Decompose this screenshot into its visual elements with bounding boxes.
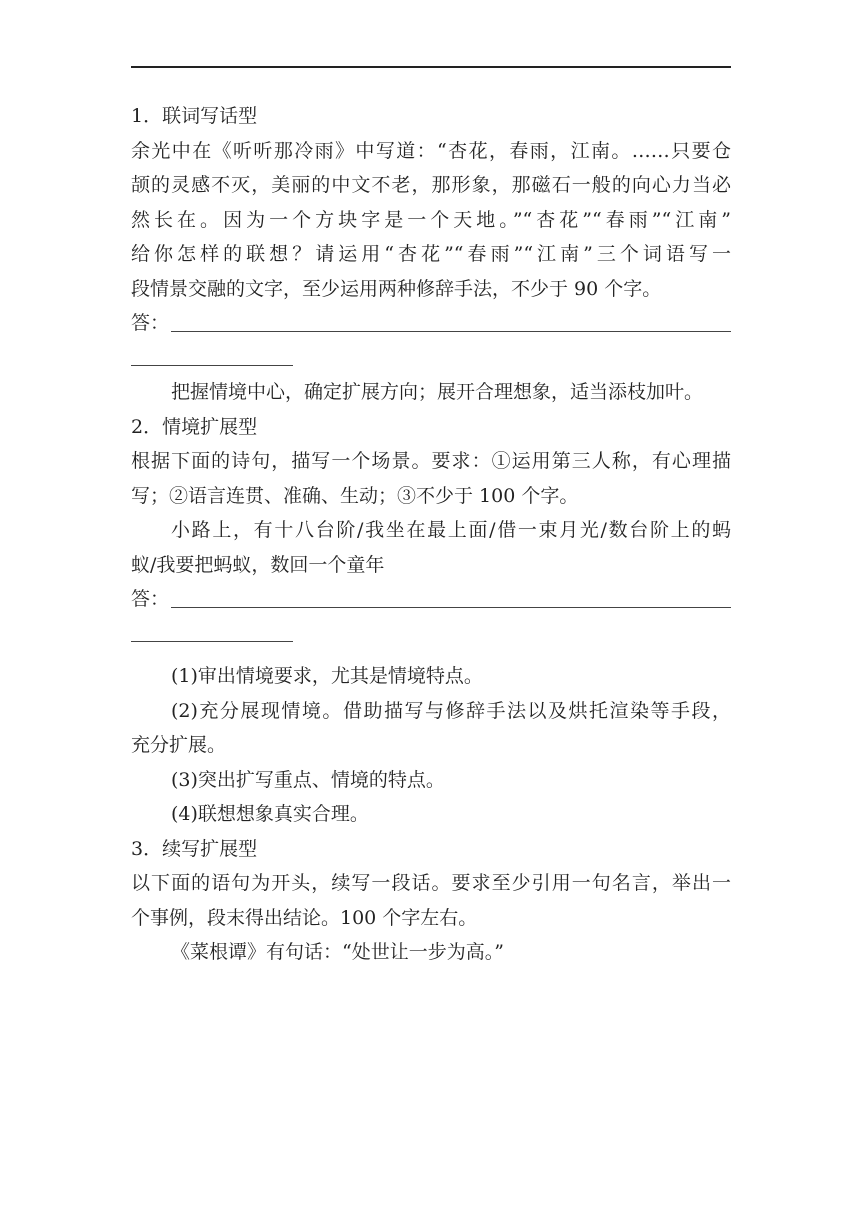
tip-1: 把握情境中心，确定扩展方向；展开合理想象，适当添枝加叶。 <box>171 381 704 403</box>
answer-label: 答： <box>131 312 170 334</box>
tip-2-item-2: (2)充分展现情境。借助描写与修辞手法以及烘托渲染等手段， <box>171 699 731 722</box>
section-2-text-line: 写；②语言连贯、准确、生动；③不少于 100 个字。 <box>131 484 579 507</box>
section-2-answer-continuation <box>131 617 731 652</box>
poem-line: 小路上，有十八台阶/我坐在最上面/借一束月光/数台阶上的蚂 <box>171 519 731 541</box>
tip-2-item-2-cont: 充分扩展。 <box>131 734 227 756</box>
tip-2-item-4: (4)联想想象真实合理。 <box>171 803 369 825</box>
section-1-text-line: 然长在。因为一个方块字是一个天地。”“杏花”“春雨”“江南” <box>131 208 731 231</box>
section-1-text-line: 余光中在《听听那冷雨》中写道：“杏花，春雨，江南。……只要仓 <box>131 139 731 162</box>
answer-label: 答： <box>131 588 170 610</box>
section-3-text-line: 个事例，段末得出结论。100 个字左右。 <box>131 906 478 929</box>
section-3-text-line: 以下面的语句为开头，续写一段话。要求至少引用一句名言，举出一 <box>131 872 731 894</box>
section-3-heading: 3．续写扩展型 <box>131 837 258 860</box>
tip-2-item-1: (1)审出情境要求，尤其是情境特点。 <box>171 665 483 687</box>
section-1-text-line: 颉的灵感不灭，美丽的中文不老，那形象，那磁石一般的向心力当必 <box>131 174 731 196</box>
answer-rule <box>171 331 731 332</box>
section-1-answer-continuation <box>131 341 731 376</box>
section-1-answer-line[interactable] <box>131 306 731 341</box>
tip-2-item-3: (3)突出扩写重点、情境的特点。 <box>171 768 445 791</box>
section-1-text-line: 给你怎样的联想？请运用“杏花”“春雨”“江南”三个词语写一 <box>131 243 731 265</box>
section-1-heading: 1．联词写话型 <box>131 105 258 127</box>
section-2-heading: 2．情境扩展型 <box>131 415 258 438</box>
section-2-answer-line[interactable] <box>131 582 731 617</box>
section-3-quote: 《菜根谭》有句话：“处世让一步为高。” <box>171 941 504 963</box>
poem-line: 蚁/我要把蚂蚁，数回一个童年 <box>131 553 385 576</box>
header-rule <box>131 66 731 68</box>
section-2-text-line: 根据下面的诗句，描写一个场景。要求：①运用第三人称，有心理描 <box>131 450 731 472</box>
document-content <box>131 99 731 970</box>
section-1-text-line: 段情景交融的文字，至少运用两种修辞手法，不少于 90 个字。 <box>131 277 662 300</box>
answer-rule <box>171 607 731 608</box>
